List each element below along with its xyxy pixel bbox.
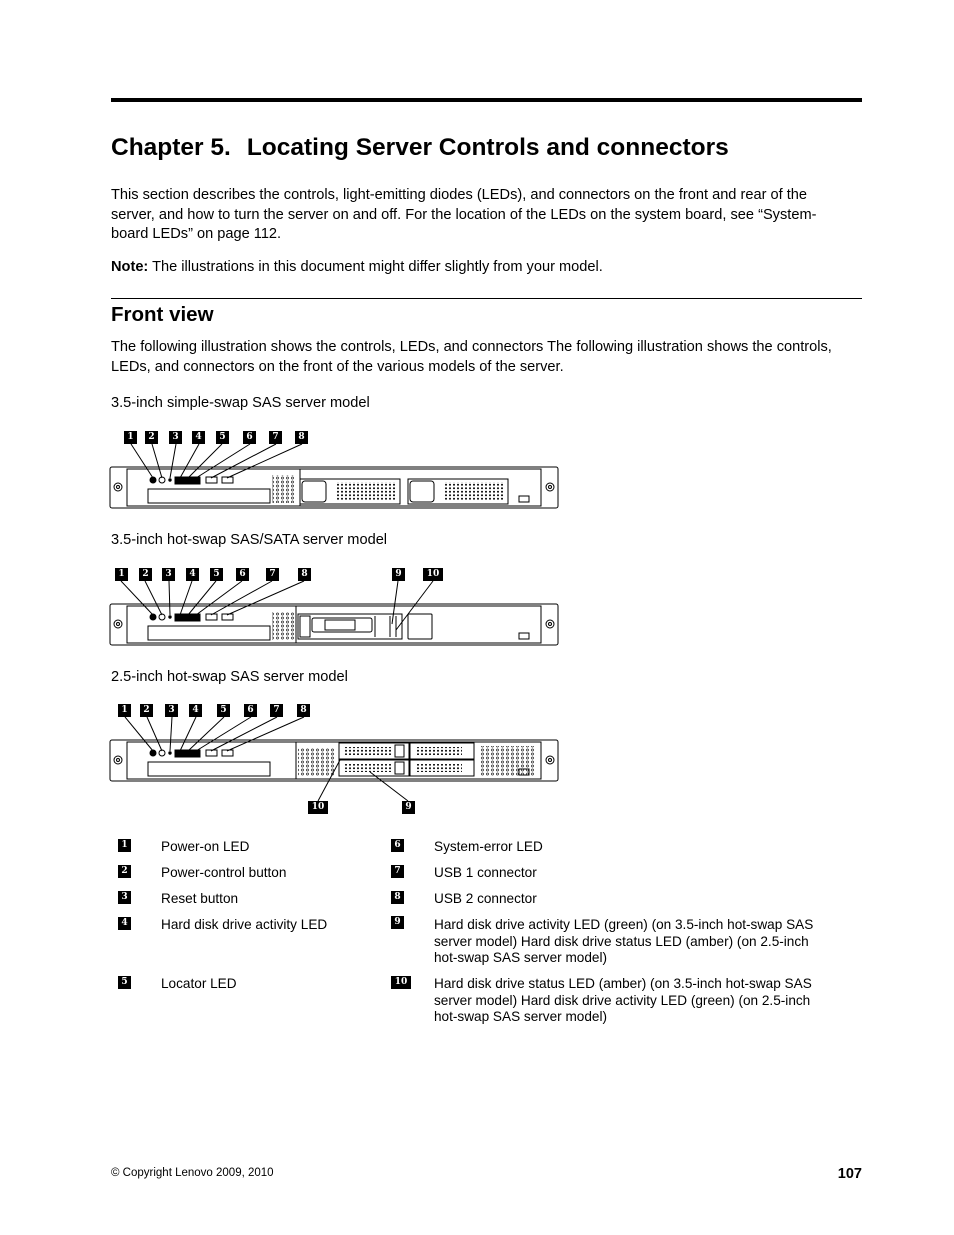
callout-badge: 6 <box>243 431 256 444</box>
intro-paragraph: This section describes the controls, light-emitting diodes (LEDs), and connectors on the front and rear of the server, and how to turn the server on and off. For the location of the LEDs on the system board, see “System-board LEDs” on page 112. <box>111 187 817 242</box>
callout-badge: 8 <box>297 704 310 717</box>
callout-badge: 9 <box>392 568 405 581</box>
callout-badge: 3 <box>162 568 175 581</box>
callout-badge: 5 <box>210 568 223 581</box>
callout-badge: 6 <box>236 568 249 581</box>
callout-badge: 9 <box>402 801 415 814</box>
callout-badge: 3 <box>165 704 178 717</box>
legend-number: 6 <box>391 839 404 852</box>
figure-3-caption: 2.5-inch hot-swap SAS server model <box>111 669 348 685</box>
server-hot-swap-25-illustration <box>110 717 558 801</box>
section-intro: The following illustration shows the controls, LEDs, and connectors The following illustration shows the controls, LEDs, and connectors on the front of the various models of the server. <box>111 339 832 375</box>
callout-badge: 10 <box>308 801 328 814</box>
legend-text: Locator LED <box>161 976 237 991</box>
legend-text: USB 1 connector <box>434 865 537 880</box>
callout-badge: 4 <box>192 431 205 444</box>
page-number: 107 <box>837 1166 862 1182</box>
callout-badge: 5 <box>216 431 229 444</box>
callout-badge: 8 <box>295 431 308 444</box>
legend-text: Hard disk drive activity LED <box>161 917 328 932</box>
legend-text: Hard disk drive status LED (amber) (on 3.5-inch hot-swap SAS server model) Hard disk drive activity LED (green) (on 2.5-inch hot-swap SAS server model) <box>434 976 812 1024</box>
copyright: © Copyright Lenovo 2009, 2010 <box>111 1167 274 1179</box>
chapter-number: Chapter 5. <box>111 134 231 161</box>
figure-2-caption: 3.5-inch hot-swap SAS/SATA server model <box>111 532 388 548</box>
legend-text: Reset button <box>161 891 239 906</box>
callout-badge: 6 <box>244 704 257 717</box>
legend-number: 3 <box>118 891 131 904</box>
callout-badge: 2 <box>145 431 158 444</box>
callout-badge: 3 <box>169 431 182 444</box>
chapter-title-text: Locating Server Controls and connectors <box>246 134 729 161</box>
figure-1-caption: 3.5-inch simple-swap SAS server model <box>111 395 370 411</box>
note-text: The illustrations in this document might differ slightly from your model. <box>148 259 603 275</box>
legend-text: Power-control button <box>161 865 287 880</box>
callout-badge: 7 <box>270 704 283 717</box>
legend-text: Power-on LED <box>161 839 250 854</box>
callout-badge: 7 <box>266 568 279 581</box>
legend-number: 9 <box>391 916 404 929</box>
legend-text: USB 2 connector <box>434 891 537 906</box>
callout-badge: 10 <box>423 568 443 581</box>
callout-badge: 1 <box>124 431 137 444</box>
legend-number: 7 <box>391 865 404 878</box>
note-label: Note: <box>111 259 149 275</box>
legend-number: 10 <box>391 976 411 989</box>
legend-text: Hard disk drive activity LED (green) (on 3.5-inch hot-swap SAS server model) Hard disk drive status LED (amber) (on 2.5-inch hot-swap SAS server model) <box>434 917 814 965</box>
callout-badge: 8 <box>298 568 311 581</box>
callout-badge: 2 <box>140 704 153 717</box>
legend-number: 4 <box>118 917 131 930</box>
callout-badge: 1 <box>115 568 128 581</box>
legend-number: 8 <box>391 891 404 904</box>
callout-badge: 5 <box>217 704 230 717</box>
legend-text: System-error LED <box>434 839 543 854</box>
callout-badge: 4 <box>189 704 202 717</box>
callout-badge: 2 <box>139 568 152 581</box>
server-simple-swap-illustration <box>110 444 558 508</box>
section-title: Front view <box>111 303 214 326</box>
server-hot-swap-35-illustration <box>110 581 558 645</box>
callout-badge: 4 <box>186 568 199 581</box>
legend-number: 5 <box>118 976 131 989</box>
callout-badge: 1 <box>118 704 131 717</box>
legend-number: 1 <box>118 839 131 852</box>
legend-number: 2 <box>118 865 131 878</box>
callout-badge: 7 <box>269 431 282 444</box>
